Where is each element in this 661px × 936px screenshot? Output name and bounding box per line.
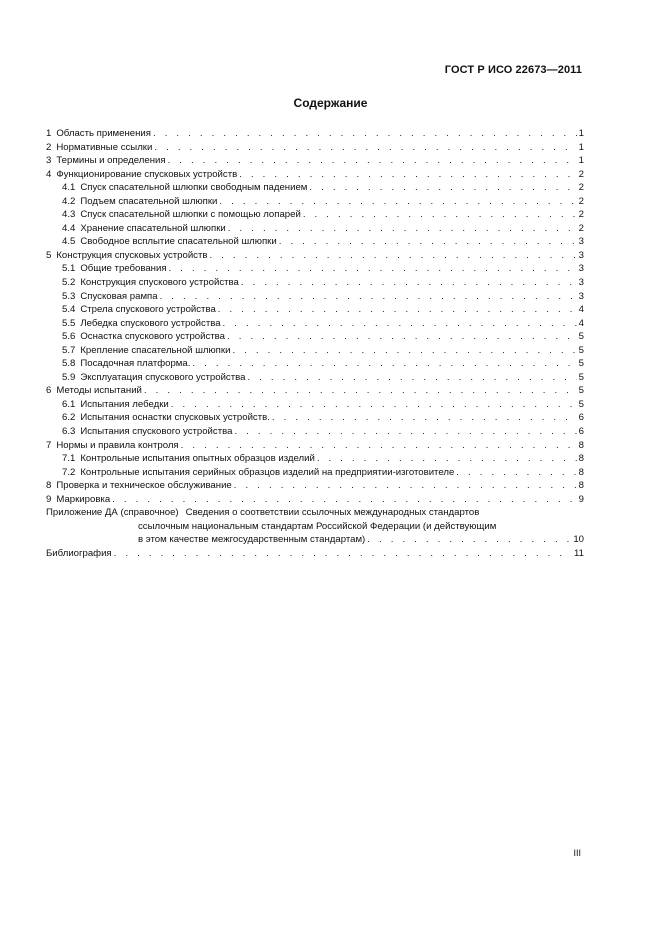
appendix-title-line-1: Сведения о соответствии ссылочных международных стандартов xyxy=(185,507,480,519)
toc-entry-label: Испытания оснастки спусковых устройств. xyxy=(80,412,270,424)
toc-entry[interactable] xyxy=(46,168,584,182)
toc-entry-number: 4.4 xyxy=(62,222,76,234)
toc-entry-page: 5 xyxy=(578,398,584,410)
leader-dots xyxy=(234,425,576,439)
toc-entry-label: Методы испытаний xyxy=(56,385,142,397)
leader-dots xyxy=(219,195,576,209)
toc-appendix[interactable] xyxy=(46,506,584,547)
toc-entry-number: 1 xyxy=(46,128,52,139)
toc-entry-label: Свободное всплытие спасательной шлюпки xyxy=(80,236,277,248)
toc-entry-number: 4 xyxy=(46,168,52,180)
appendix-title-line-3: в этом качестве межгосударственным стандартам) xyxy=(138,534,366,546)
toc-entry-number: 5 xyxy=(46,249,52,261)
toc-entry-label: Функционирование спусковых устройств xyxy=(56,168,238,180)
toc-entry-number: 7 xyxy=(46,439,52,451)
toc-entry-number: 5.9 xyxy=(62,371,76,383)
toc-entry-number: 5.6 xyxy=(62,331,76,343)
leader-dots xyxy=(209,249,576,263)
toc-entry-number: 5.4 xyxy=(62,304,76,316)
toc-entry-label: Испытания спускового устройства xyxy=(80,426,233,438)
table-of-contents xyxy=(46,127,584,561)
toc-entry-label: Подъем спасательной шлюпки xyxy=(80,195,218,207)
leader-dots xyxy=(309,181,576,195)
appendix-title-line-2: ссылочным национальным стандартам Российской Федерации (и действующим xyxy=(138,520,497,532)
toc-entry-label: Маркировка xyxy=(56,493,111,505)
toc-entry-page: 8 xyxy=(578,466,584,478)
leader-dots xyxy=(160,290,577,304)
leader-dots xyxy=(168,154,577,168)
leader-dots xyxy=(228,222,577,236)
toc-entry-page: 5 xyxy=(578,331,584,343)
toc-entry-number: 5.8 xyxy=(62,358,76,370)
toc-entries xyxy=(46,127,584,506)
page-title: Содержание xyxy=(293,96,368,110)
toc-entry[interactable] xyxy=(46,398,584,412)
toc-entry-label: Оснастка спускового устройства xyxy=(80,331,225,343)
toc-entry[interactable] xyxy=(46,344,584,358)
toc-entry-number: 4.2 xyxy=(62,195,76,207)
toc-entry[interactable] xyxy=(46,249,584,263)
leader-dots xyxy=(239,168,576,182)
toc-entry-number: 4.1 xyxy=(62,182,76,194)
leader-dots xyxy=(144,384,577,398)
toc-entry-label: Контрольные испытания серийных образцов изделий на предприятии-изготовителе xyxy=(80,466,455,478)
toc-entry[interactable] xyxy=(46,127,584,141)
toc-entry[interactable] xyxy=(46,208,584,222)
leader-dots xyxy=(456,466,576,480)
toc-entry-number: 8 xyxy=(46,480,52,492)
toc-entry[interactable] xyxy=(46,452,584,466)
toc-entry-page: 5 xyxy=(578,358,584,370)
toc-entry-page: 5 xyxy=(578,371,584,383)
toc-bibliography[interactable] xyxy=(46,547,584,561)
toc-entry-page: 1 xyxy=(578,128,584,139)
standard-code: ГОСТ Р ИСО 22673—2011 xyxy=(444,64,582,76)
leader-dots xyxy=(153,127,577,141)
toc-entry-label: Лебедка спускового устройства xyxy=(80,317,221,329)
toc-entry-page: 9 xyxy=(578,493,584,505)
toc-entry-label: Контрольные испытания опытных образцов изделий xyxy=(80,453,315,465)
page-number: III xyxy=(573,848,581,858)
toc-entry-label: Спусковая рампа xyxy=(80,290,158,302)
toc-entry-label: Эксплуатация спускового устройства xyxy=(80,371,246,383)
leader-dots xyxy=(234,479,577,493)
toc-entry-label: Нормы и правила контроля xyxy=(56,439,179,451)
leader-dots xyxy=(112,493,576,507)
toc-entry-page: 2 xyxy=(578,168,584,180)
appendix-label: Приложение ДА (справочное) xyxy=(46,507,179,519)
toc-entry-page: 5 xyxy=(578,385,584,397)
toc-entry[interactable] xyxy=(46,276,584,290)
toc-entry[interactable] xyxy=(46,439,584,453)
toc-entry-label: Конструкция спускового устройства xyxy=(80,277,239,289)
toc-entry-page: 8 xyxy=(578,480,584,492)
toc-entry-page: 6 xyxy=(578,412,584,424)
toc-entry[interactable] xyxy=(46,262,584,276)
toc-entry[interactable] xyxy=(46,466,584,480)
toc-entry-label: Испытания лебедки xyxy=(80,398,169,410)
toc-entry[interactable] xyxy=(46,290,584,304)
bibliography-label: Библиография xyxy=(46,547,112,559)
toc-entry-label: Крепление спасательной шлюпки xyxy=(80,344,231,356)
leader-dots xyxy=(218,303,577,317)
toc-entry-number: 7.2 xyxy=(62,466,76,478)
toc-entry-page: 2 xyxy=(578,182,584,194)
toc-entry-label: Термины и определения xyxy=(56,155,166,167)
toc-entry-page: 3 xyxy=(578,249,584,261)
toc-entry-number: 5.2 xyxy=(62,277,76,289)
toc-entry-number: 7.1 xyxy=(62,453,76,465)
toc-entry-number: 3 xyxy=(46,155,52,167)
toc-entry-page: 1 xyxy=(578,155,584,167)
toc-entry-page: 2 xyxy=(578,222,584,234)
leader-dots xyxy=(223,317,577,331)
toc-entry-page: 8 xyxy=(578,439,584,451)
leader-dots xyxy=(247,371,576,385)
toc-entry-page: 1 xyxy=(578,141,584,153)
toc-entry[interactable] xyxy=(46,317,584,331)
leader-dots xyxy=(232,344,576,358)
leader-dots xyxy=(272,411,577,425)
bibliography-page: 11 xyxy=(574,547,584,559)
toc-entry-page: 3 xyxy=(578,277,584,289)
leader-dots xyxy=(303,208,577,222)
toc-entry-number: 2 xyxy=(46,141,52,153)
toc-entry-number: 9 xyxy=(46,493,52,505)
toc-entry-page: 4 xyxy=(578,304,584,316)
leader-dots xyxy=(279,235,577,249)
toc-entry-page: 5 xyxy=(578,344,584,356)
toc-entry-label: Конструкция спусковых устройств xyxy=(56,249,208,261)
toc-entry[interactable] xyxy=(46,195,584,209)
toc-entry[interactable] xyxy=(46,411,584,425)
toc-entry[interactable] xyxy=(46,493,584,507)
leader-dots xyxy=(171,398,577,412)
toc-entry-label: Посадочная платформа. xyxy=(80,358,191,370)
toc-entry-label: Нормативные ссылки xyxy=(56,141,153,153)
leader-dots xyxy=(241,276,577,290)
toc-entry[interactable] xyxy=(46,303,584,317)
toc-entry-page: 3 xyxy=(578,236,584,248)
toc-entry[interactable] xyxy=(46,330,584,344)
toc-entry-number: 5.7 xyxy=(62,344,76,356)
toc-entry-number: 5.5 xyxy=(62,317,76,329)
appendix-page: 10 xyxy=(573,534,584,546)
toc-entry-number: 4.5 xyxy=(62,236,76,248)
toc-entry-number: 6.3 xyxy=(62,426,76,438)
toc-entry[interactable] xyxy=(46,384,584,398)
toc-entry-label: Общие требования xyxy=(80,263,167,275)
toc-entry[interactable] xyxy=(46,357,584,371)
toc-entry-number: 6.2 xyxy=(62,412,76,424)
leader-dots xyxy=(181,439,577,453)
toc-entry-label: Спуск спасательной шлюпки свободным падением xyxy=(80,182,308,194)
toc-entry[interactable] xyxy=(46,141,584,155)
toc-entry[interactable] xyxy=(46,371,584,385)
toc-entry-label: Проверка и техническое обслуживание xyxy=(56,480,232,492)
toc-entry[interactable] xyxy=(46,425,584,439)
toc-entry-page: 2 xyxy=(578,209,584,221)
toc-entry[interactable] xyxy=(46,235,584,249)
toc-entry-number: 6 xyxy=(46,385,52,397)
toc-entry-page: 3 xyxy=(578,263,584,275)
toc-entry-label: Стрела спускового устройства xyxy=(80,304,216,316)
leader-dots xyxy=(154,141,576,155)
toc-entry-page: 8 xyxy=(578,453,584,465)
toc-entry-number: 6.1 xyxy=(62,398,76,410)
leader-dots xyxy=(169,262,577,276)
toc-entry-number: 5.3 xyxy=(62,290,76,302)
toc-entry-page: 6 xyxy=(578,426,584,438)
toc-entry-page: 2 xyxy=(578,195,584,207)
toc-entry-number: 5.1 xyxy=(62,263,76,275)
leader-dots xyxy=(192,357,576,371)
toc-entry[interactable] xyxy=(46,222,584,236)
toc-entry-label: Спуск спасательной шлюпки с помощью лопарей xyxy=(80,209,301,221)
leader-dots xyxy=(367,533,571,547)
toc-entry-label: Хранение спасательной шлюпки xyxy=(80,222,226,234)
leader-dots xyxy=(114,547,572,561)
leader-dots xyxy=(317,452,577,466)
toc-entry-label: Область применения xyxy=(56,128,151,139)
toc-entry[interactable] xyxy=(46,181,584,195)
leader-dots xyxy=(227,330,577,344)
toc-entry[interactable] xyxy=(46,154,584,168)
toc-entry[interactable] xyxy=(46,479,584,493)
toc-entry-number: 4.3 xyxy=(62,209,76,221)
toc-entry-page: 4 xyxy=(578,317,584,329)
toc-entry-page: 3 xyxy=(578,290,584,302)
